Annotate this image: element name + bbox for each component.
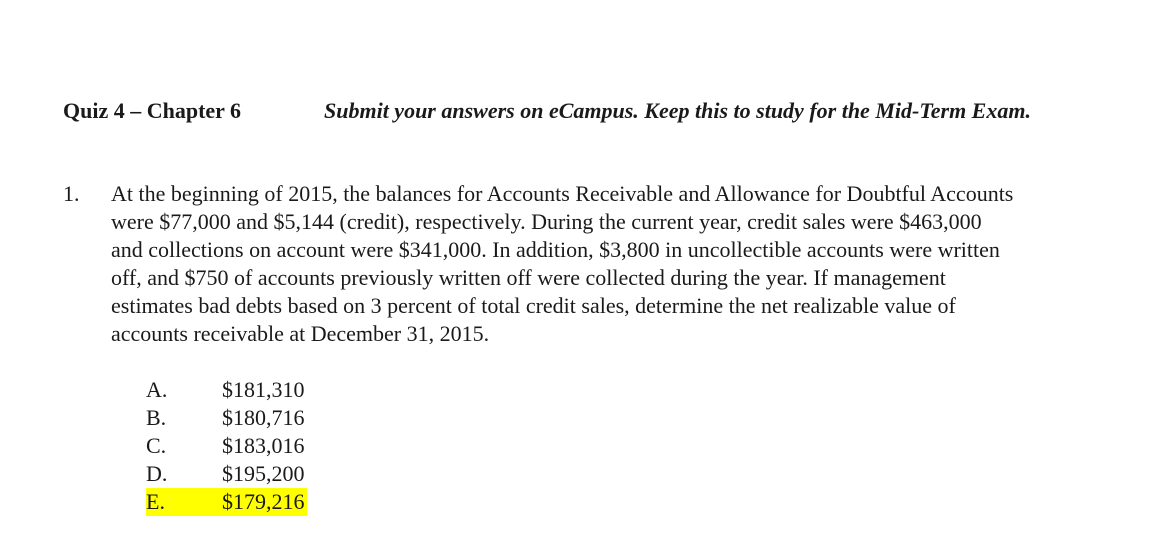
option-c [146, 432, 307, 460]
option-letter: B. [146, 405, 167, 430]
option-a [146, 376, 307, 404]
option-value: $179,216 [222, 489, 305, 514]
question-line: accounts receivable at December 31, 2015. [111, 321, 490, 346]
option-value: $181,310 [222, 377, 305, 402]
answer-options [146, 376, 307, 516]
option-b [146, 404, 307, 432]
option-e-highlighted-answer [146, 488, 307, 516]
option-letter: A. [146, 377, 168, 402]
question-number: 1. [63, 181, 80, 206]
question-line: At the beginning of 2015, the balances for Accounts Receivable and Allowance for Doubtful Accounts [111, 181, 1014, 206]
submission-note: Submit your answers on eCampus. Keep this to study for the Mid-Term Exam. [324, 98, 1031, 123]
question-line: off, and $750 of accounts previously written off were collected during the year. If management [111, 265, 946, 290]
quiz-title: Quiz 4 – Chapter 6 [63, 98, 242, 123]
option-letter: D. [146, 461, 168, 486]
option-letter: E. [146, 488, 222, 516]
option-value: $183,016 [222, 433, 305, 458]
option-d [146, 460, 307, 488]
option-letter: C. [146, 433, 167, 458]
question-line: and collections on account were $341,000. In addition, $3,800 in uncollectible accounts were written [111, 237, 1000, 262]
option-value: $180,716 [222, 405, 305, 430]
option-value: $195,200 [222, 461, 305, 486]
question-line: estimates bad debts based on 3 percent of total credit sales, determine the net realizable value of [111, 293, 956, 318]
question-text [111, 180, 1013, 348]
question-line: were $77,000 and $5,144 (credit), respectively. During the current year, credit sales were $463,000 [111, 209, 982, 234]
